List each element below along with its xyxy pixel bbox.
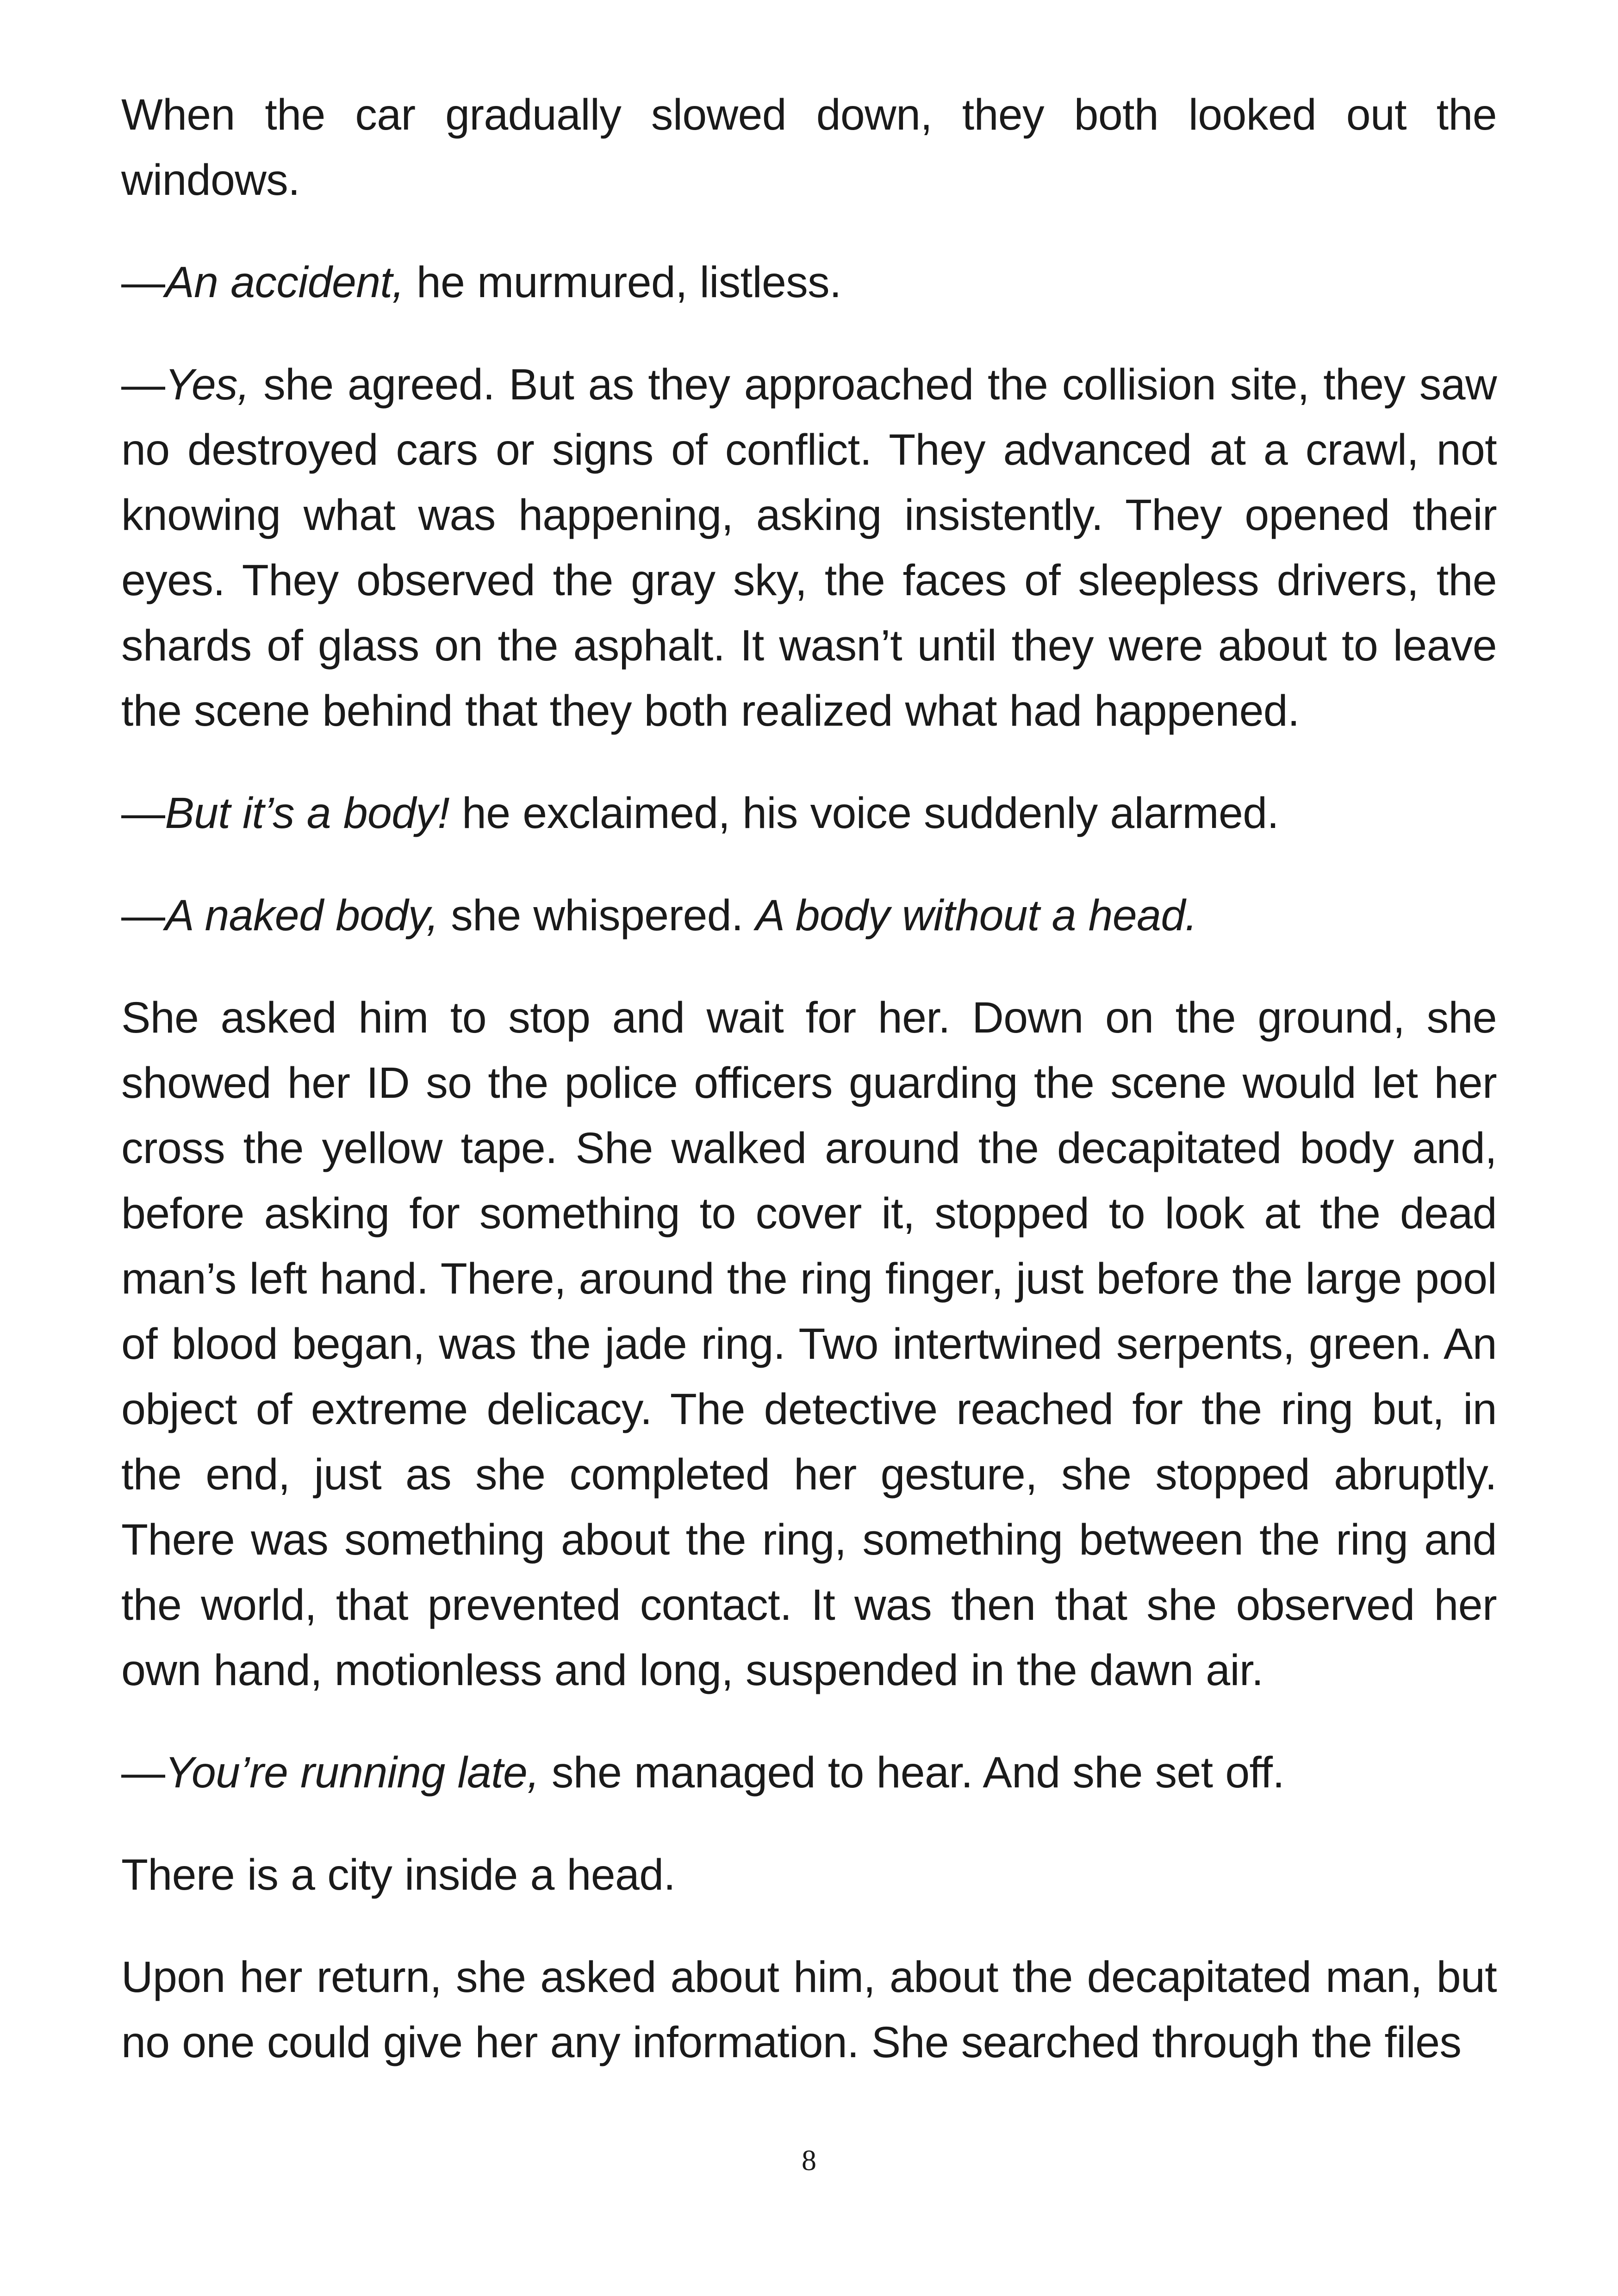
narration: she whispered. [438, 891, 756, 940]
italic-speech: A body without a head. [755, 891, 1197, 940]
narration: he murmured, listless. [404, 258, 841, 307]
paragraph: When the car gradually slowed down, they both looked out the windows. [121, 90, 1497, 205]
em-dash: — [121, 1748, 165, 1797]
paragraph: There is a city inside a head. [121, 1850, 676, 1899]
dialogue-paragraph [121, 781, 1497, 846]
em-dash: — [121, 360, 165, 409]
body-text [121, 82, 1497, 2075]
dialogue-paragraph [121, 250, 1497, 315]
paragraph: Upon her return, she asked about him, about the decapitated man, but no one could give her any information. She searched through the files [121, 1953, 1497, 2067]
narration: she managed to hear. And she set off. [539, 1748, 1285, 1797]
em-dash: — [121, 789, 165, 838]
italic-speech: An accident, [165, 258, 404, 307]
paragraph: She asked him to stop and wait for her. Down on the ground, she showed her ID so the police officers guarding the scene would let her cross the yellow tape. She walked around the decapitated body and, before asking for something to cover it, stopped to look at the dead man’s left hand. There, around the ring finger, just before the large pool of blood began, was the jade ring. Two intertwined serpents, green. An object of extreme delicacy. The detective reached for the ring but, in the end, just as she completed her gesture, she stopped abruptly. There was something about the ring, something between the ring and the world, that prevented contact. It was then that she observed her own hand, motionless and long, suspended in the dawn air. [121, 993, 1497, 1695]
em-dash: — [121, 891, 165, 940]
italic-speech: A naked body, [165, 891, 439, 940]
page-number: 8 [802, 2144, 816, 2177]
dialogue-paragraph [121, 1740, 1497, 1805]
dialogue-paragraph [121, 883, 1497, 948]
italic-speech: You’re running late, [165, 1748, 540, 1797]
dialogue-paragraph [121, 352, 1497, 744]
italic-speech: But it’s a body! [165, 789, 450, 838]
italic-speech: Yes, [165, 360, 249, 409]
narration: she agreed. But as they approached the collision site, they saw no destroyed cars or signs of conflict. They advanced at a crawl, not knowing what was happening, asking insistently. They opened their eyes. They observed the gray sky, the faces of sleepless drivers, the shards of glass on the asphalt. It wasn’t until they were about to leave the scene behind that they both realized what had happened. [121, 360, 1497, 735]
em-dash: — [121, 258, 165, 307]
narration: he exclaimed, his voice suddenly alarmed. [449, 789, 1279, 838]
